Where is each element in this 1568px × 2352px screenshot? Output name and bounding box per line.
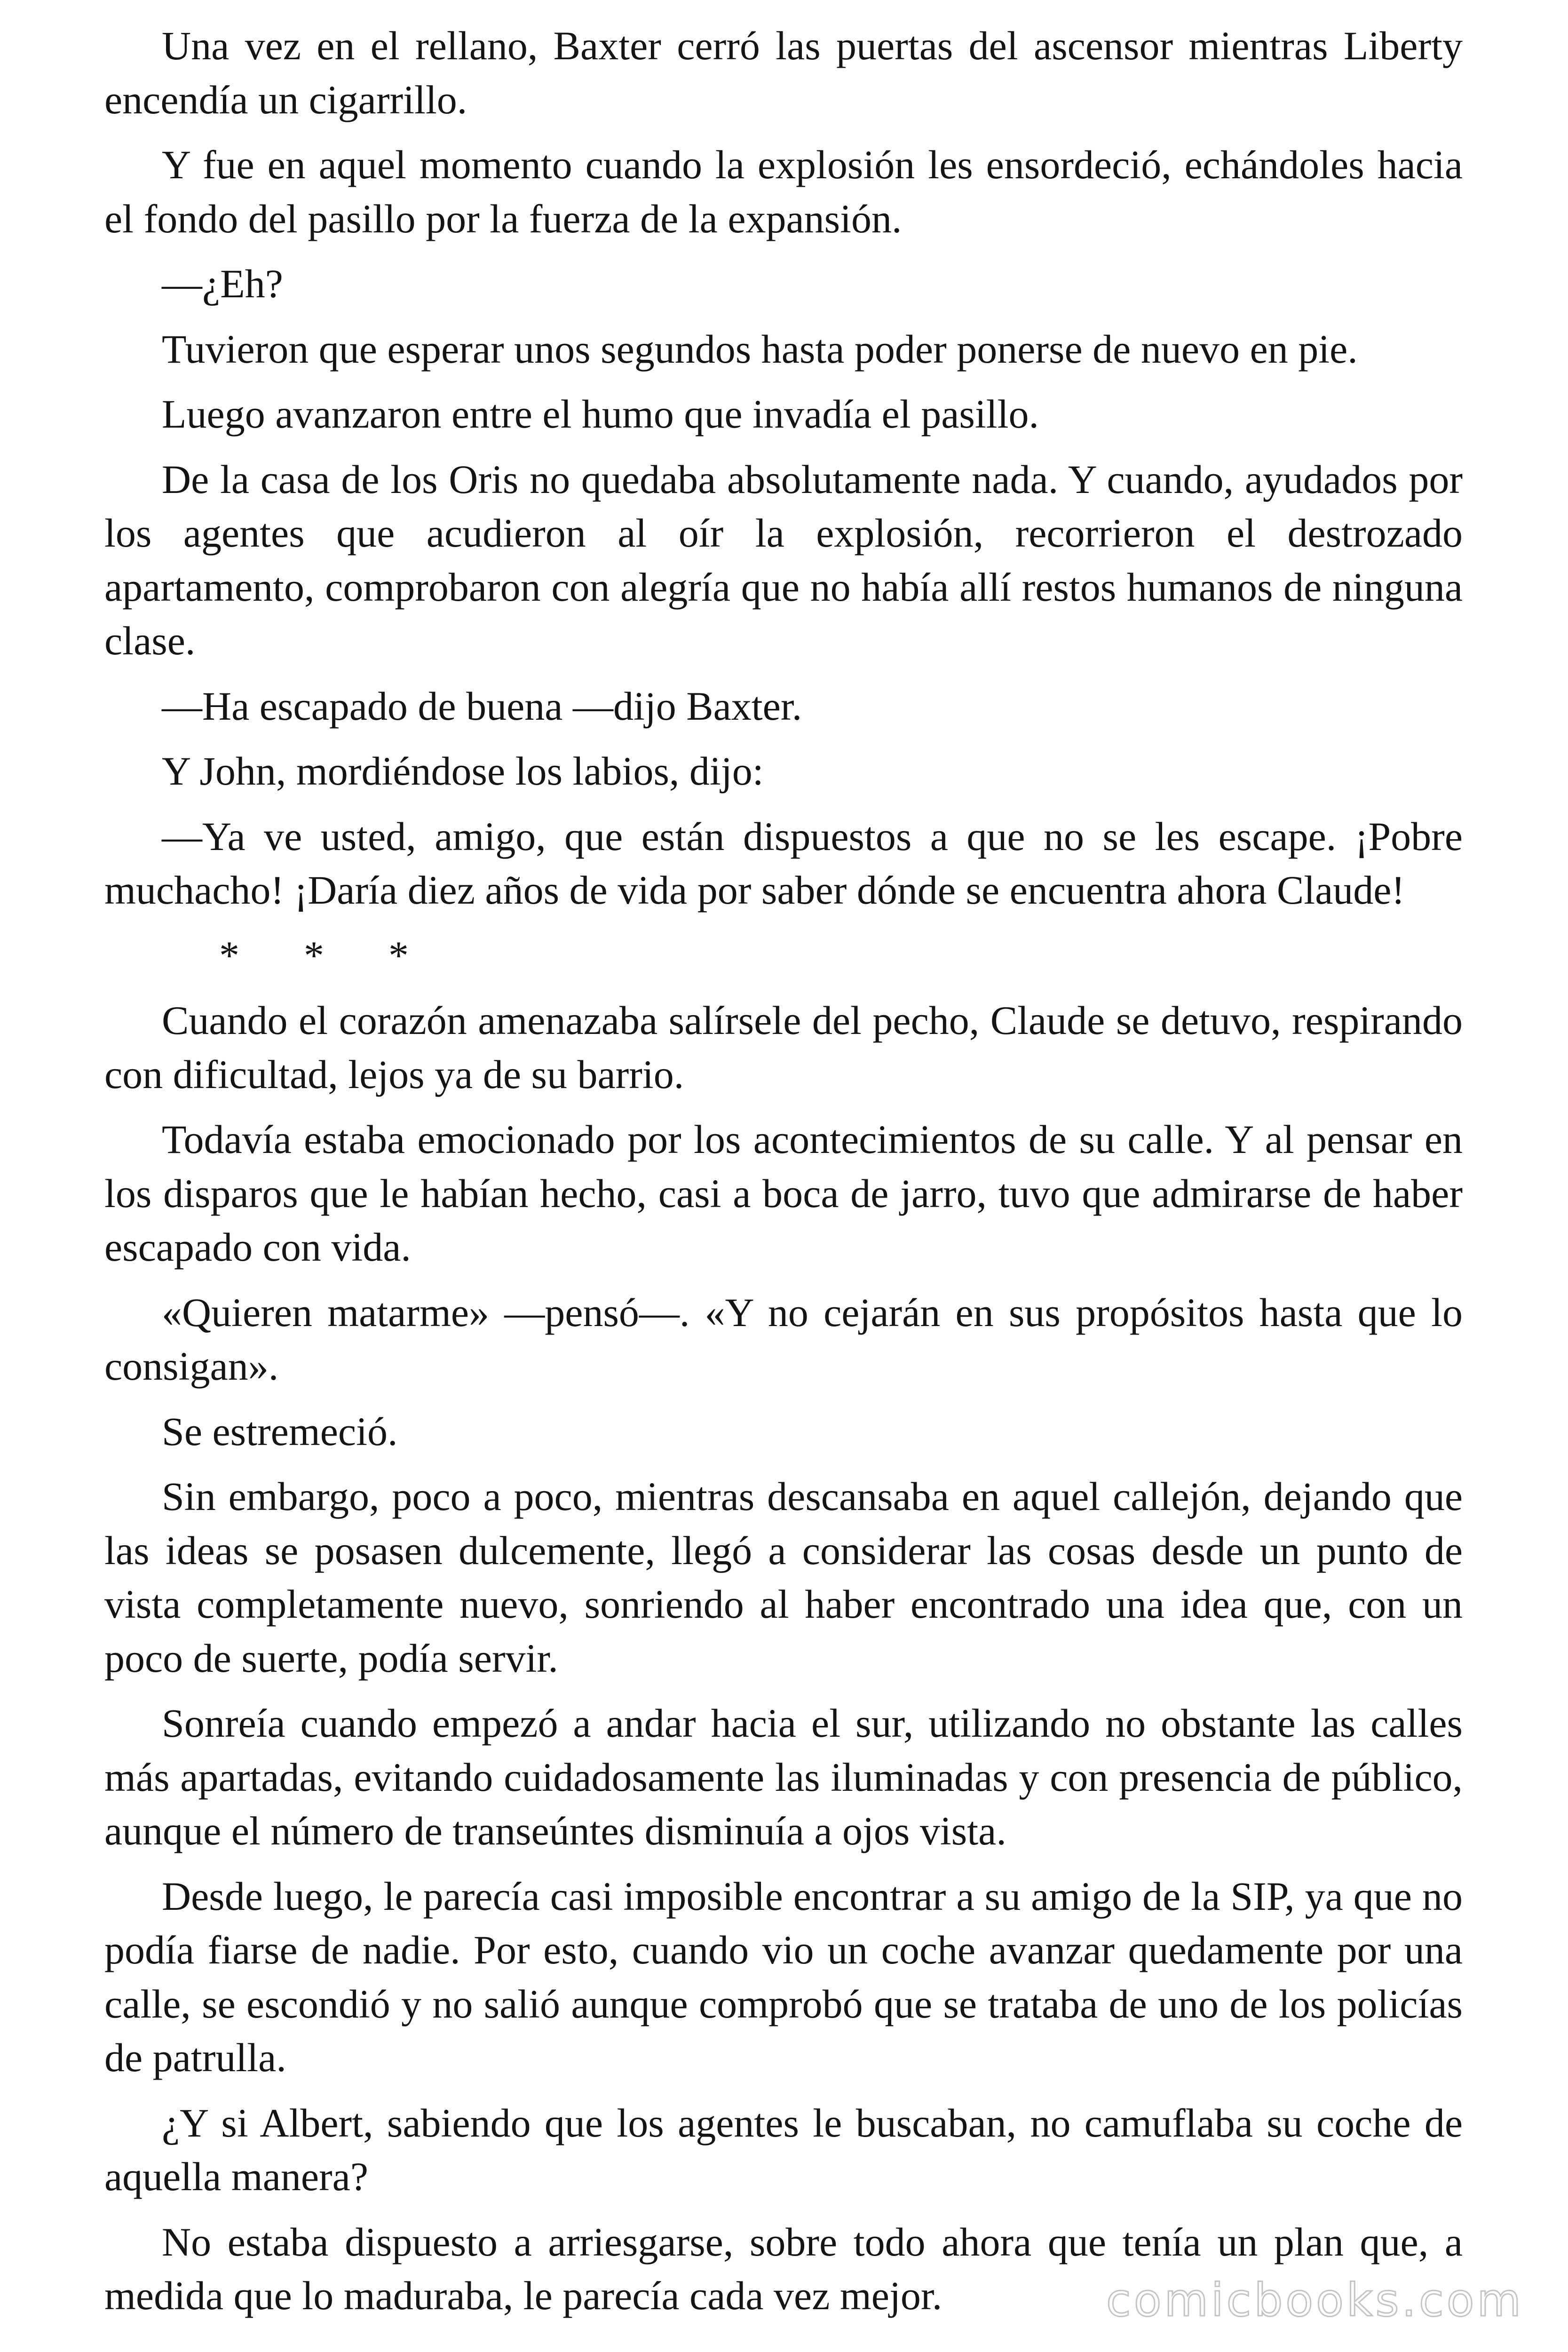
paragraph: Tuvieron que esperar unos segundos hasta poder ponerse de nuevo en pie. bbox=[162, 326, 1358, 372]
paragraph: ¿Y si Albert, sabiendo que los agentes le buscaban, no camuflaba su coche de aquella manera? bbox=[104, 2100, 1463, 2199]
section-break-star: * bbox=[219, 932, 239, 978]
paragraph: Luego avanzaron entre el humo que invadía el pasillo. bbox=[162, 391, 1039, 437]
paragraph: «Quieren matarme» —pensó—. «Y no cejarán en sus propósitos hasta que lo consigan». bbox=[104, 1289, 1463, 1389]
paragraph: De la casa de los Oris no quedaba absolutamente nada. Y cuando, ayudados por los agentes que acudieron al oír la explosión, recorrieron el destrozado apartamento, comprobaron con alegría que no había allí restos humanos de ninguna clase. bbox=[104, 456, 1463, 663]
paragraph: —¿Eh? bbox=[162, 261, 283, 306]
paragraph: Cuando el corazón amenazaba salírsele del pecho, Claude se detuvo, respirando con dificultad, lejos ya de su barrio. bbox=[104, 998, 1463, 1097]
paragraph: Una vez en el rellano, Baxter cerró las puertas del ascensor mientras Liberty encendía un cigarrillo. bbox=[104, 23, 1463, 122]
paragraph: Y John, mordiéndose los labios, dijo: bbox=[162, 748, 764, 794]
section-break-star: * bbox=[304, 932, 324, 978]
paragraph: No estaba dispuesto a arriesgarse, sobre todo ahora que tenía un plan que, a medida que lo maduraba, le parecía cada vez mejor. bbox=[104, 2219, 1463, 2318]
watermark: comicbooks.com bbox=[1106, 2274, 1524, 2327]
paragraph: Sonreía cuando empezó a andar hacia el sur, utilizando no obstante las calles más apartadas, evitando cuidadosamente las iluminadas y con presencia de público, aunque el número de transeúntes disminuía a ojos vista. bbox=[104, 1700, 1463, 1853]
paragraph: Todavía estaba emocionado por los acontecimientos de su calle. Y al pensar en los disparos que le habían hecho, casi a boca de jarro, tuvo que admirarse de haber escapado con vida. bbox=[104, 1117, 1463, 1270]
paragraph: —Ya ve usted, amigo, que están dispuestos a que no se les escape. ¡Pobre muchacho! ¡Daría diez años de vida por saber dónde se encuentra ahora Claude! bbox=[104, 813, 1463, 913]
section-break-star: * bbox=[388, 932, 409, 978]
paragraph: Y fue en aquel momento cuando la explosión les ensordeció, echándoles hacia el fondo del pasillo por la fuerza de la expansión. bbox=[104, 142, 1463, 241]
book-page bbox=[104, 19, 1463, 2334]
section-break bbox=[104, 929, 1463, 983]
paragraph: Sin embargo, poco a poco, mientras descansaba en aquel callejón, dejando que las ideas se posasen dulcemente, llegó a considerar las cosas desde un punto de vista completamente nuevo, sonriendo al haber encontrado una idea que, con un poco de suerte, podía servir. bbox=[104, 1474, 1463, 1681]
paragraph: Desde luego, le parecía casi imposible encontrar a su amigo de la SIP, ya que no podía fiarse de nadie. Por esto, cuando vio un coche avanzar quedamente por una calle, se escondió y no salió aunque comprobó que se trataba de uno de los policías de patrulla. bbox=[104, 1873, 1463, 2080]
paragraph: Se estremeció. bbox=[162, 1408, 398, 1454]
paragraph: —Ha escapado de buena —dijo Baxter. bbox=[162, 683, 802, 729]
